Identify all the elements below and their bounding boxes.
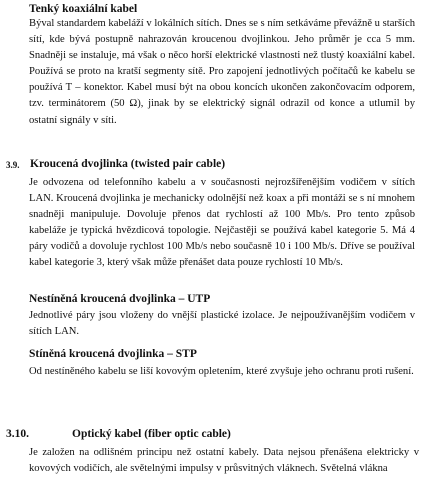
utp-paragraph: Jednotlivé páry jsou vloženy do vnější plastické izolace. Je nejpoužívanějším vodičem v sítích LAN. — [29, 310, 415, 338]
optic-section-number: 3.10. — [6, 428, 29, 440]
thin-coax-heading: Tenký koaxiální kabel — [29, 3, 138, 15]
twisted-pair-paragraph: Je odvozena od telefonního kabelu a v současnosti nejrozšířenějším vodičem v sítích LAN. Kroucená dvojlinka je mechanicky odolnější než koax a při montáži se s ní mnohem snadněji manipuluje. Dovoluje přenos dat rychlostí až 100 Mb/s. Pro tento způsob kabeláže je typická hvězdicová topologie. Nejčastěji se používá kabel kategorie 5. Má 4 páry vodičů a dovoluje rychlost 100 Mb/s nebo současně 10 i 100 Mb/s. Dříve se používal kabel kategorie 3, který však může přenášet data pouze rychlostí 10 Mb/s. — [29, 177, 415, 269]
optic-section-title: Optický kabel (fiber optic cable) — [72, 428, 231, 440]
twisted-pair-section-number: 3.9. — [6, 160, 20, 170]
optic-paragraph: Je založen na odlišném principu než ostatní kabely. Data nejsou přenášena elektricky v kovových vodičích, ale světelnými impulsy v průsvitných vláknech. Světelná vlákna — [29, 447, 419, 475]
stp-heading: Stíněná kroucená dvojlinka – STP — [29, 348, 197, 360]
utp-heading: Nestíněná kroucená dvojlinka – UTP — [29, 293, 211, 305]
twisted-pair-section-title: Kroucená dvojlinka (twisted pair cable) — [30, 158, 226, 170]
stp-paragraph: Od nestíněného kabelu se liší kovovým opletením, které zvyšuje jeho ochranu proti rušení. — [29, 366, 414, 377]
thin-coax-paragraph: Býval standardem kabeláží v lokálních sítích. Dnes se s ním setkáváme převážně u starších sítí, kde bývá postupně nahrazován kroucenou dvojlinkou. Jeho průměr je cca 5 mm. Snadněji se instaluje, má však o něco horší elektrické vlastnosti než tlustý koaxiální kabel. Používá se proto na kratší segmenty sítě. Pro zapojení jednotlivých počítačů ke kabelu se používá T – konektor. Kabel musí být na obou koncích ukončen zakončovacím odporem, tzv. terminátorem (50 Ω), jinak by se elektrický signál odrazil od konce a utlumil by ostatní signály v síti. — [29, 18, 415, 126]
